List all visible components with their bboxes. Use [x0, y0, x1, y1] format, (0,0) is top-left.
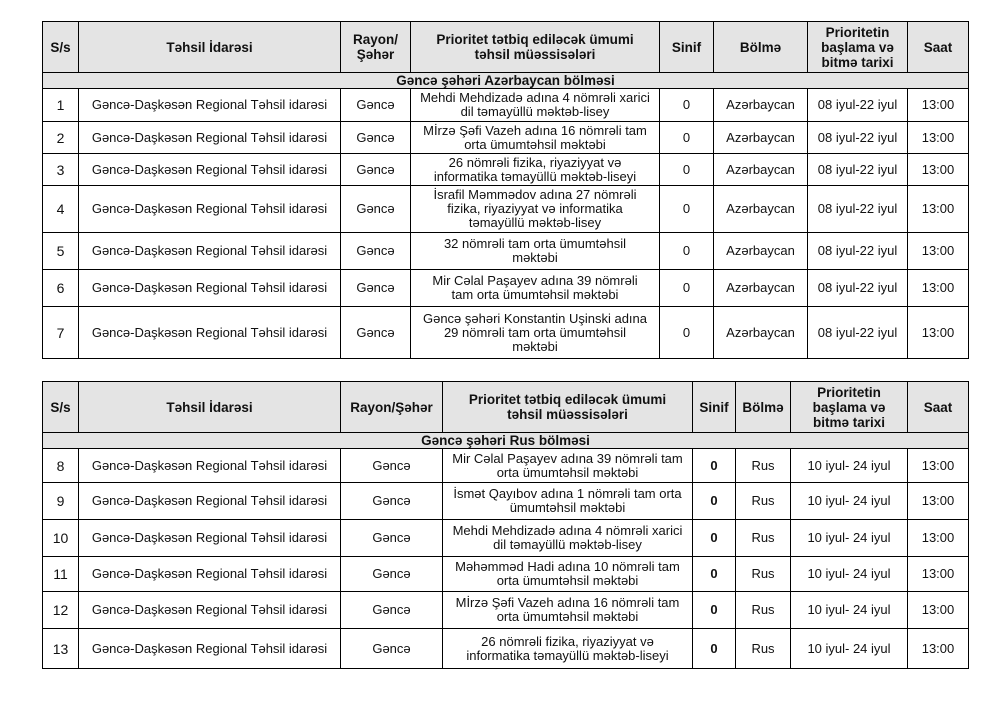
- row-number: 9: [43, 483, 79, 520]
- row-tarix: 08 iyul-22 iyul: [808, 122, 908, 154]
- row-muessise-line: Mİrzə Şəfi Vazeh adına 16 nömrəli tam: [423, 122, 647, 138]
- row-number: 10: [43, 520, 79, 557]
- table-row: [43, 449, 969, 483]
- row-muessise-line: informatika təmayüllü məktəb-liseyi: [466, 647, 669, 663]
- row-sinif: 0: [693, 592, 736, 629]
- row-sinif: 0: [660, 122, 714, 154]
- row-bolme: Rus: [736, 592, 791, 629]
- row-muessise-line: Mİrzə Şəfi Vazeh adına 16 nömrəli tam: [455, 595, 680, 610]
- header-muessise-line1: Prioritet tətbiq ediləcək ümumi: [468, 392, 667, 407]
- row-muessise: [411, 270, 660, 307]
- row-idare: Gəncə-Daşkəsən Regional Təhsil idarəsi: [79, 449, 341, 483]
- row-tarix: 10 iyul- 24 iyul: [791, 520, 908, 557]
- row-bolme: Rus: [736, 449, 791, 483]
- row-tarix: 10 iyul- 24 iyul: [791, 629, 908, 669]
- row-muessise-line: İsrafil Məmmədov adına 27 nömrəli: [433, 187, 637, 202]
- row-muessise: [443, 449, 693, 483]
- row-rayon: Gəncə: [341, 89, 411, 122]
- header-sinif: Sinif: [693, 382, 736, 433]
- row-sinif: 0: [693, 449, 736, 483]
- table-row: [43, 186, 969, 233]
- section-title: Gəncə şəhəri Rus bölməsi: [43, 433, 969, 449]
- row-saat: 13:00: [908, 154, 969, 186]
- row-muessise: [443, 557, 693, 592]
- section-row: [43, 73, 969, 89]
- row-muessise: [443, 592, 693, 629]
- row-muessise: [411, 89, 660, 122]
- row-bolme: Azərbaycan: [714, 122, 808, 154]
- table-row: [43, 520, 969, 557]
- header-rayon-line2: Şəhər: [356, 47, 395, 62]
- row-saat: 13:00: [908, 483, 969, 520]
- header-ss: S/s: [43, 382, 79, 433]
- row-sinif: 0: [660, 89, 714, 122]
- table-row: [43, 483, 969, 520]
- row-sinif: 0: [660, 233, 714, 270]
- row-number: 1: [43, 89, 79, 122]
- row-idare: Gəncə-Daşkəsən Regional Təhsil idarəsi: [79, 592, 341, 629]
- row-sinif: 0: [660, 186, 714, 233]
- header-muessise-line2: təhsil müəssisələri: [507, 407, 628, 422]
- azerbaijani-section-table: [42, 21, 969, 359]
- row-sinif: 0: [693, 557, 736, 592]
- row-idare: Gəncə-Daşkəsən Regional Təhsil idarəsi: [79, 233, 341, 270]
- header-muessise-line2: təhsil müəssisələri: [474, 47, 596, 62]
- table-row: [43, 154, 969, 186]
- table-row: [43, 557, 969, 592]
- row-saat: 13:00: [908, 557, 969, 592]
- row-tarix: 08 iyul-22 iyul: [808, 186, 908, 233]
- header-tarix: [808, 22, 908, 73]
- header-row: [43, 382, 969, 433]
- row-rayon: Gəncə: [341, 483, 443, 520]
- row-rayon: Gəncə: [341, 629, 443, 669]
- row-muessise: [411, 307, 660, 359]
- row-muessise-line: Mir Cəlal Paşayev adına 39 nömrəli: [432, 273, 638, 288]
- row-saat: 13:00: [908, 233, 969, 270]
- row-muessise-line: Mehdi Mehdizadə adına 4 nömrəli xarici: [452, 523, 683, 538]
- row-muessise-line: orta ümumtəhsil məktəbi: [496, 573, 639, 588]
- row-bolme: Azərbaycan: [714, 233, 808, 270]
- row-rayon: Gəncə: [341, 270, 411, 307]
- table-row: [43, 122, 969, 154]
- header-tarix-line1: Prioritetin: [825, 24, 890, 40]
- table-row: [43, 233, 969, 270]
- row-number: 11: [43, 557, 79, 592]
- row-muessise-line: Mir Cəlal Paşayev adına 39 nömrəli tam: [452, 450, 683, 466]
- row-bolme: Azərbaycan: [714, 186, 808, 233]
- table-row: [43, 307, 969, 359]
- row-muessise-line: Mehdi Mehdizadə adına 4 nömrəli xarici: [420, 90, 650, 105]
- header-tarix-line2: başlama və: [821, 39, 894, 55]
- row-muessise-line: fizika, riyaziyyat və informatika: [447, 201, 623, 216]
- header-idare: Təhsil İdarəsi: [79, 22, 341, 73]
- header-muessise: [443, 382, 693, 433]
- row-tarix: 08 iyul-22 iyul: [808, 89, 908, 122]
- row-saat: 13:00: [908, 270, 969, 307]
- row-muessise-line: orta ümumtəhsil məktəbi: [496, 609, 639, 624]
- row-idare: Gəncə-Daşkəsən Regional Təhsil idarəsi: [79, 122, 341, 154]
- row-number: 2: [43, 122, 79, 154]
- row-tarix: 10 iyul- 24 iyul: [791, 557, 908, 592]
- row-muessise-line: 32 nömrəli tam orta ümumtəhsil: [443, 236, 627, 251]
- row-saat: 13:00: [908, 307, 969, 359]
- row-saat: 13:00: [908, 186, 969, 233]
- row-muessise-line: təmayüllü məktəb-lisey: [468, 215, 602, 230]
- header-tarix-line3: bitmə tarixi: [812, 414, 886, 430]
- row-rayon: Gəncə: [341, 557, 443, 592]
- section-title: Gəncə şəhəri Azərbaycan bölməsi: [43, 73, 969, 89]
- row-muessise-line: məktəbi: [512, 250, 558, 265]
- row-rayon: Gəncə: [341, 233, 411, 270]
- row-sinif: 0: [693, 483, 736, 520]
- row-idare: Gəncə-Daşkəsən Regional Təhsil idarəsi: [79, 520, 341, 557]
- row-sinif: 0: [693, 520, 736, 557]
- row-idare: Gəncə-Daşkəsən Regional Təhsil idarəsi: [79, 186, 341, 233]
- header-tarix-line1: Prioritetin: [817, 384, 881, 400]
- row-number: 6: [43, 270, 79, 307]
- row-sinif: 0: [660, 270, 714, 307]
- row-idare: Gəncə-Daşkəsən Regional Təhsil idarəsi: [79, 270, 341, 307]
- row-muessise: [411, 122, 660, 154]
- row-bolme: Rus: [736, 520, 791, 557]
- row-number: 8: [43, 449, 79, 483]
- row-bolme: Azərbaycan: [714, 154, 808, 186]
- section-row: [43, 433, 969, 449]
- row-muessise-line: Gəncə şəhəri Konstantin Uşinski adına: [422, 310, 647, 326]
- row-idare: Gəncə-Daşkəsən Regional Təhsil idarəsi: [79, 557, 341, 592]
- row-muessise-line: 26 nömrəli fizika, riyaziyyat və: [448, 154, 622, 170]
- header-row: [43, 22, 969, 73]
- row-sinif: 0: [693, 629, 736, 669]
- row-saat: 13:00: [908, 122, 969, 154]
- row-bolme: Rus: [736, 483, 791, 520]
- header-rayon-line1: Rayon/: [352, 32, 398, 47]
- russian-section-table: [42, 381, 969, 669]
- row-number: 12: [43, 592, 79, 629]
- table-row: [43, 89, 969, 122]
- row-muessise-line: orta ümumtəhsil məktəbi: [464, 136, 606, 152]
- table-row: [43, 629, 969, 669]
- row-rayon: Gəncə: [341, 154, 411, 186]
- row-bolme: Azərbaycan: [714, 270, 808, 307]
- row-saat: 13:00: [908, 592, 969, 629]
- header-idare: Təhsil İdarəsi: [79, 382, 341, 433]
- row-number: 4: [43, 186, 79, 233]
- row-muessise-line: tam orta ümumtəhsil məktəbi: [451, 287, 619, 302]
- row-idare: Gəncə-Daşkəsən Regional Təhsil idarəsi: [79, 629, 341, 669]
- row-muessise: [443, 483, 693, 520]
- row-muessise-line: 26 nömrəli fizika, riyaziyyat və: [481, 633, 654, 649]
- row-rayon: Gəncə: [341, 449, 443, 483]
- row-tarix: 08 iyul-22 iyul: [808, 270, 908, 307]
- row-muessise-line: İsmət Qayıbov adına 1 nömrəli tam orta: [453, 486, 682, 501]
- row-saat: 13:00: [908, 629, 969, 669]
- header-bolme: Bölmə: [736, 382, 791, 433]
- row-muessise-line: dil təmayüllü məktəb-lisey: [493, 537, 642, 552]
- row-muessise: [443, 629, 693, 669]
- row-muessise: [411, 186, 660, 233]
- row-bolme: Azərbaycan: [714, 307, 808, 359]
- row-rayon: Gəncə: [341, 186, 411, 233]
- row-saat: 13:00: [908, 449, 969, 483]
- row-number: 3: [43, 154, 79, 186]
- row-sinif: 0: [660, 154, 714, 186]
- row-tarix: 10 iyul- 24 iyul: [791, 483, 908, 520]
- header-rayon: Rayon/Şəhər: [341, 382, 443, 433]
- row-tarix: 08 iyul-22 iyul: [808, 233, 908, 270]
- row-muessise-line: 29 nömrəli tam orta ümumtəhsil: [443, 324, 627, 340]
- row-muessise-line: ümumtəhsil məktəbi: [509, 500, 626, 515]
- row-rayon: Gəncə: [341, 307, 411, 359]
- row-idare: Gəncə-Daşkəsən Regional Təhsil idarəsi: [79, 154, 341, 186]
- header-ss: S/s: [43, 22, 79, 73]
- table-row: [43, 270, 969, 307]
- row-bolme: Rus: [736, 557, 791, 592]
- row-tarix: 08 iyul-22 iyul: [808, 307, 908, 359]
- header-muessise-line1: Prioritet tətbiq ediləcək ümumi: [436, 32, 634, 47]
- header-bolme: Bölmə: [714, 22, 808, 73]
- row-rayon: Gəncə: [341, 520, 443, 557]
- row-number: 13: [43, 629, 79, 669]
- row-muessise: [411, 233, 660, 270]
- row-bolme: Azərbaycan: [714, 89, 808, 122]
- row-muessise-line: Məhəmməd Hadi adına 10 nömrəli tam: [455, 559, 680, 574]
- header-tarix-line2: başlama və: [812, 399, 886, 415]
- row-number: 7: [43, 307, 79, 359]
- row-muessise-line: informatika təmayüllü məktəb-liseyi: [433, 168, 637, 184]
- header-saat: Saat: [908, 22, 969, 73]
- row-idare: Gəncə-Daşkəsən Regional Təhsil idarəsi: [79, 89, 341, 122]
- row-tarix: 10 iyul- 24 iyul: [791, 592, 908, 629]
- header-saat: Saat: [908, 382, 969, 433]
- row-muessise-line: məktəbi: [512, 338, 558, 354]
- row-tarix: 08 iyul-22 iyul: [808, 154, 908, 186]
- row-idare: Gəncə-Daşkəsən Regional Təhsil idarəsi: [79, 307, 341, 359]
- header-tarix-line3: bitmə tarixi: [821, 54, 894, 70]
- header-sinif: Sinif: [660, 22, 714, 73]
- row-rayon: Gəncə: [341, 122, 411, 154]
- row-muessise: [411, 154, 660, 186]
- row-tarix: 10 iyul- 24 iyul: [791, 449, 908, 483]
- table-row: [43, 592, 969, 629]
- header-tarix: [791, 382, 908, 433]
- row-saat: 13:00: [908, 89, 969, 122]
- row-muessise-line: dil təmayüllü məktəb-lisey: [460, 104, 610, 119]
- row-saat: 13:00: [908, 520, 969, 557]
- row-muessise-line: orta ümumtəhsil məktəbi: [496, 464, 639, 480]
- row-idare: Gəncə-Daşkəsən Regional Təhsil idarəsi: [79, 483, 341, 520]
- header-rayon: [341, 22, 411, 73]
- header-muessise: [411, 22, 660, 73]
- row-muessise: [443, 520, 693, 557]
- row-sinif: 0: [660, 307, 714, 359]
- row-number: 5: [43, 233, 79, 270]
- row-rayon: Gəncə: [341, 592, 443, 629]
- row-bolme: Rus: [736, 629, 791, 669]
